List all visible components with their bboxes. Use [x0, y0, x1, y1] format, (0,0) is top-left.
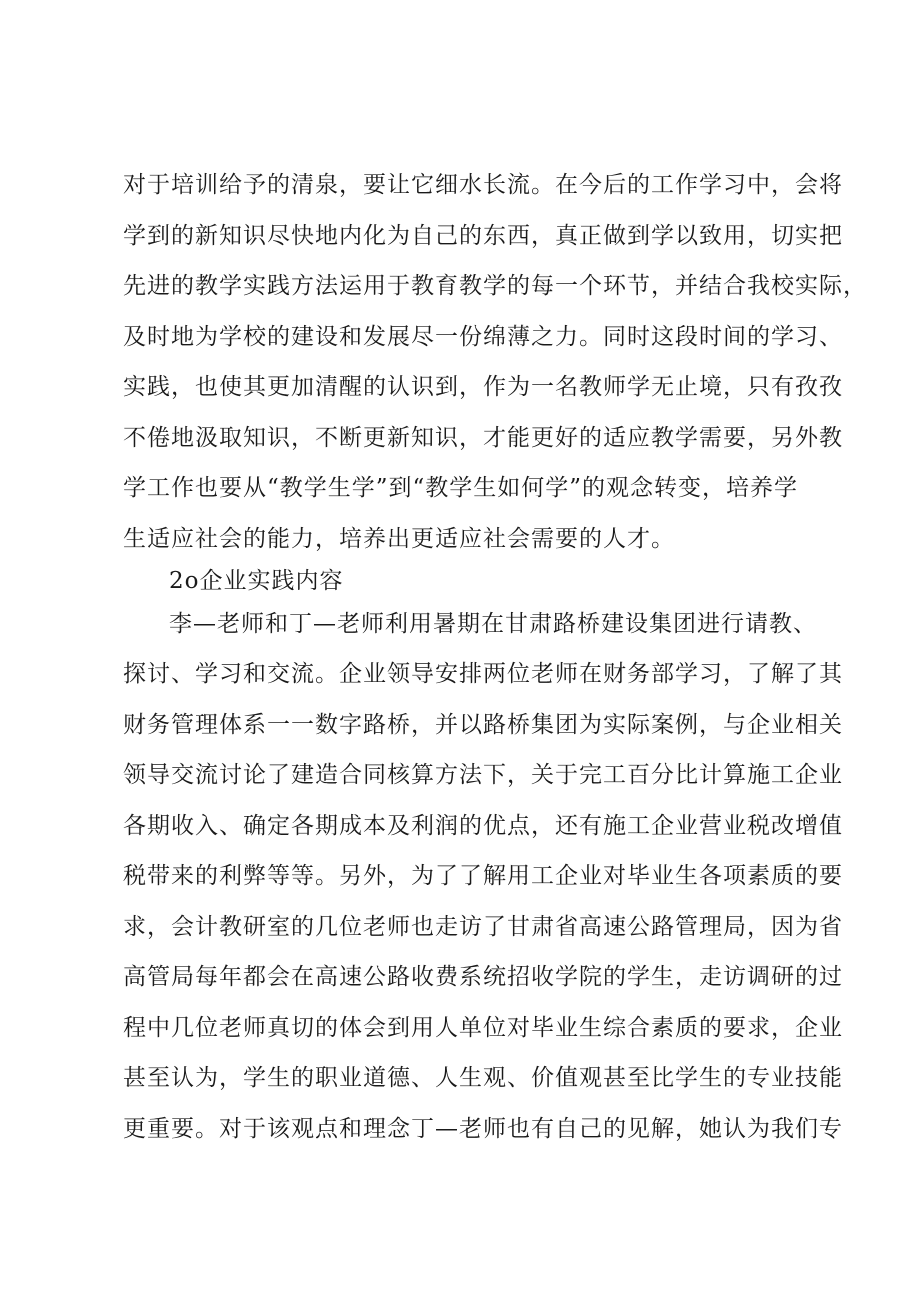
paragraph-2-line-10: 甚至认为，学生的职业道德、人生观、价值观甚至比学生的专业技能: [123, 1065, 843, 1091]
paragraph-2-line-7: 求，会计教研室的几位老师也走访了甘肃省高速公路管理局，因为省: [123, 914, 843, 940]
paragraph-1-line-6: 不倦地汲取知识，不断更新知识，才能更好的适应教学需要，另外教: [123, 425, 843, 451]
paragraph-1-line-1: 对于培训给予的清泉，要让它细水长流。在今后的工作学习中，会将: [123, 172, 843, 198]
paragraph-2-line-6: 税带来的利弊等等。另外，为了了解用工企业对毕业生各项素质的要: [123, 863, 843, 889]
paragraph-1-line-5: 实践，也使其更加清醒的认识到，作为一名教师学无止境，只有孜孜: [123, 374, 843, 400]
paragraph-1-line-7: 学工作也要从“教学生学”到“教学生如何学”的观念转变，培养学: [123, 475, 799, 501]
paragraph-1-line-4: 及时地为学校的建设和发展尽一份绵薄之力。同时这段时间的学习、: [123, 324, 843, 350]
paragraph-2-line-11: 更重要。对于该观点和理念丁—老师也有自己的见解，她认为我们专: [123, 1116, 843, 1142]
paragraph-1-line-8: 生适应社会的能力，培养出更适应社会需要的人才。: [123, 526, 675, 552]
paragraph-1-line-3: 先进的教学实践方法运用于教育教学的每一个环节，并结合我校实际，: [123, 273, 867, 299]
paragraph-2-line-2: 探讨、学习和交流。企业领导安排两位老师在财务部学习，了解了其: [123, 661, 843, 687]
paragraph-1-line-2: 学到的新知识尽快地内化为自己的东西，真正做到学以致用，切实把: [123, 223, 843, 249]
paragraph-2-line-9: 程中几位老师真切的体会到用人单位对毕业生综合素质的要求，企业: [123, 1015, 843, 1041]
section-heading: 2o企业实践内容: [169, 568, 344, 594]
paragraph-2-line-5: 各期收入、确定各期成本及利润的优点，还有施工企业营业税改增值: [123, 813, 843, 839]
paragraph-2-line-1: 李—老师和丁—老师利用暑期在甘肃路桥建设集团进行请教、: [169, 611, 817, 637]
paragraph-2-line-8: 高管局每年都会在高速公路收费系统招收学院的学生，走访调研的过: [123, 964, 843, 990]
paragraph-2-line-3: 财务管理体系一一数字路桥，并以路桥集团为实际案例，与企业相关: [123, 712, 843, 738]
paragraph-2-line-4: 领导交流讨论了建造合同核算方法下，关于完工百分比计算施工企业: [123, 762, 843, 788]
